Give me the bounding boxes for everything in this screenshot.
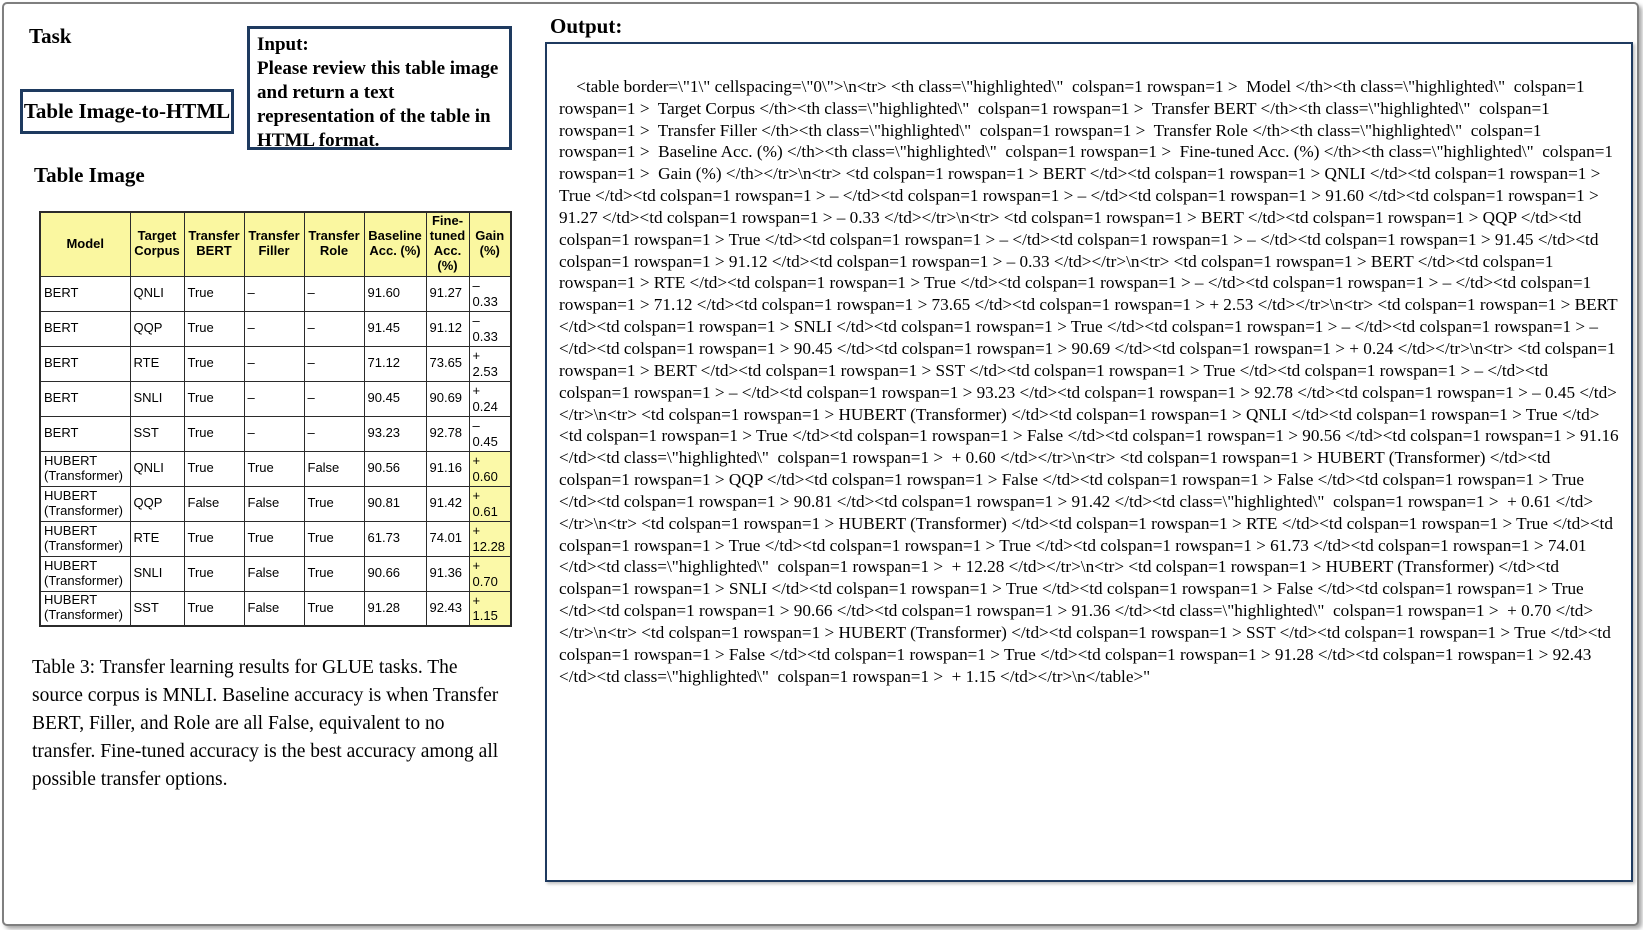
table-row (40, 346, 511, 381)
figure-frame (2, 2, 1639, 926)
table-cell-filler: – (244, 381, 304, 416)
gain-line: 0.45 (472, 433, 498, 449)
table-cell-baseline: 90.56 (364, 451, 426, 486)
table-header (40, 212, 511, 276)
table-cell-role: False (304, 451, 364, 486)
table-cell-model: HUBERT (Transformer) (40, 486, 130, 521)
table-cell-model: BERT (40, 311, 130, 346)
column-header: Target Corpus (130, 212, 184, 276)
table-cell-baseline: 91.45 (364, 311, 426, 346)
table-cell-gain (469, 416, 511, 451)
table-row (40, 416, 511, 451)
table-cell-bert: True (184, 276, 244, 311)
table-cell-bert: True (184, 311, 244, 346)
table-image (39, 211, 512, 627)
gain-line: 0.33 (472, 293, 498, 309)
table-cell-finetuned: 91.36 (426, 556, 469, 591)
column-header: Baseline Acc. (%) (364, 212, 426, 276)
table-cell-role: True (304, 521, 364, 556)
table-cell-finetuned: 92.43 (426, 591, 469, 626)
gain-line: 12.28 (472, 538, 506, 554)
table-image-label: Table Image (34, 163, 145, 187)
table-row (40, 276, 511, 311)
table-cell-filler: False (244, 556, 304, 591)
table-cell-bert: True (184, 381, 244, 416)
table-body (40, 276, 511, 626)
column-header: Transfer BERT (184, 212, 244, 276)
table-cell-baseline: 91.28 (364, 591, 426, 626)
gain-line: + (472, 592, 481, 608)
table-cell-gain (469, 556, 511, 591)
table-caption: Table 3: Transfer learning results for GLUE tasks. The source corpus is MNLI. Baseline accuracy is when Transfer BERT, Filler, and Role are all False, equivalent to no transfer. Fine-tuned accuracy is the best accuracy among all possible transfer options. (32, 657, 499, 790)
table-cell-corpus: QQP (130, 486, 184, 521)
gain-line: 0.60 (472, 468, 498, 484)
table-cell-finetuned: 91.42 (426, 486, 469, 521)
table-cell-corpus: SST (130, 416, 184, 451)
output-label: Output: (550, 14, 623, 38)
table-cell-role: – (304, 311, 364, 346)
gain-line: 0.70 (472, 573, 498, 589)
column-header: Fine-tuned Acc. (%) (426, 212, 469, 276)
table-cell-finetuned: 74.01 (426, 521, 469, 556)
table-cell-model: HUBERT (Transformer) (40, 556, 130, 591)
table-cell-model: HUBERT (Transformer) (40, 451, 130, 486)
table-cell-gain (469, 486, 511, 521)
gain-line: + (472, 557, 481, 573)
table-cell-filler: – (244, 416, 304, 451)
gain-line: – (472, 417, 480, 433)
table-cell-finetuned: 90.69 (426, 381, 469, 416)
table-cell-bert: True (184, 556, 244, 591)
table-cell-corpus: RTE (130, 346, 184, 381)
gain-line: + (472, 347, 481, 363)
table-cell-role: – (304, 381, 364, 416)
table-cell-baseline: 93.23 (364, 416, 426, 451)
table-cell-filler: False (244, 591, 304, 626)
table-cell-corpus: SNLI (130, 556, 184, 591)
output-html-text: <table border=\"1\" cellspacing=\"0\">\n<tr> <th class=\"highlighted\" colspan=1 rowspan=1 > Model </th><th class=\"highlighted\" colspan=1 rowspan=1 > Target Corpus </th><th class=\"highlighted\" colspan=1 rowspan=1 > Transfer BERT </th><th class=\"highlighted\" colspan=1 rowspan=1 > Transfer Filler </th><th class=\"highlighted\" colspan=1 rowspan=1 > Transfer Role </th><th class=\"highlighted\" colspan=1 rowspan=1 > Baseline Acc. (%) </th><th class=\"highlighted\" colspan=1 rowspan=1 > Fine-tuned Acc. (%) </th><th class=\"highlighted\" colspan=1 rowspan=1 > Gain (%) </th></tr>\n<tr> <td colspan=1 rowspan=1 > BERT </td><td colspan=1 rowspan=1 > QNLI </td><td colspan=1 rowspan=1 > True </td><td colspan=1 rowspan=1 > – </td><td colspan=1 rowspan=1 > – </td><td colspan=1 rowspan=1 > 91.60 </td><td colspan=1 rowspan=1 > 91.27 </td><td colspan=1 rowspan=1 > – 0.33 </td></tr>\n<tr> <td colspan=1 rowspan=1 > BERT </td><td colspan=1 rowspan=1 > QQP </td><td colspan=1 rowspan=1 > True </td><td colspan=1 rowspan=1 > – </td><td colspan=1 rowspan=1 > – </td><td colspan=1 rowspan=1 > 91.45 </td><td colspan=1 rowspan=1 > 91.12 </td><td colspan=1 rowspan=1 > – 0.33 </td></tr>\n<tr> <td colspan=1 rowspan=1 > BERT </td><td colspan=1 rowspan=1 > RTE </td><td colspan=1 rowspan=1 > True </td><td colspan=1 rowspan=1 > – </td><td colspan=1 rowspan=1 > – </td><td colspan=1 rowspan=1 > 71.12 </td><td colspan=1 rowspan=1 > 73.65 </td><td colspan=1 rowspan=1 > + 2.53 </td></tr>\n<tr> <td colspan=1 rowspan=1 > BERT </td><td colspan=1 rowspan=1 > SNLI </td><td colspan=1 rowspan=1 > True </td><td colspan=1 rowspan=1 > – </td><td colspan=1 rowspan=1 > – </td><td colspan=1 rowspan=1 > 90.45 </td><td colspan=1 rowspan=1 > 90.69 </td><td colspan=1 rowspan=1 > + 0.24 </td></tr>\n<tr> <td colspan=1 rowspan=1 > BERT </td><td colspan=1 rowspan=1 > SST </td><td colspan=1 rowspan=1 > True </td><td colspan=1 rowspan=1 > – </td><td colspan=1 rowspan=1 > – </td><td colspan=1 rowspan=1 > 93.23 </td><td colspan=1 rowspan=1 > 92.78 </td><td colspan=1 rowspan=1 > – 0.45 </td></tr>\n<tr> <td colspan=1 rowspan=1 > HUBERT (Transformer) </td><td colspan=1 rowspan=1 > QNLI </td><td colspan=1 rowspan=1 > True </td><td colspan=1 rowspan=1 > True </td><td colspan=1 rowspan=1 > False </td><td colspan=1 rowspan=1 > 90.56 </td><td colspan=1 rowspan=1 > 91.16 </td><td class=\"highlighted\" colspan=1 rowspan=1 > + 0.60 </td></tr>\n<tr> <td colspan=1 rowspan=1 > HUBERT (Transformer) </td><td colspan=1 rowspan=1 > QQP </td><td colspan=1 rowspan=1 > False </td><td colspan=1 rowspan=1 > False </td><td colspan=1 rowspan=1 > True </td><td colspan=1 rowspan=1 > 90.81 </td><td colspan=1 rowspan=1 > 91.42 </td><td class=\"highlighted\" colspan=1 rowspan=1 > + 0.61 </td></tr>\n<tr> <td colspan=1 rowspan=1 > HUBERT (Transformer) </td><td colspan=1 rowspan=1 > RTE </td><td colspan=1 rowspan=1 > True </td><td colspan=1 rowspan=1 > True </td><td colspan=1 rowspan=1 > True </td><td colspan=1 rowspan=1 > 61.73 </td><td colspan=1 rowspan=1 > 74.01 </td><td class=\"highlighted\" colspan=1 rowspan=1 > + 12.28 </td></tr>\n<tr> <td colspan=1 rowspan=1 > HUBERT (Transformer) </td><td colspan=1 rowspan=1 > SNLI </td><td colspan=1 rowspan=1 > True </td><td colspan=1 rowspan=1 > False </td><td colspan=1 rowspan=1 > True </td><td colspan=1 rowspan=1 > 90.66 </td><td colspan=1 rowspan=1 > 91.36 </td><td class=\"highlighted\" colspan=1 rowspan=1 > + 0.70 </td></tr>\n<tr> <td colspan=1 rowspan=1 > HUBERT (Transformer) </td><td colspan=1 rowspan=1 > SST </td><td colspan=1 rowspan=1 > True </td><td colspan=1 rowspan=1 > False </td><td colspan=1 rowspan=1 > True </td><td colspan=1 rowspan=1 > 91.28 </td><td colspan=1 rowspan=1 > 92.43 </td><td class=\"highlighted\" colspan=1 rowspan=1 > + 1.15 </td></tr>\n</table>" (559, 76, 1623, 686)
header-row (40, 212, 511, 276)
task-type-box (20, 89, 234, 134)
table-row (40, 381, 511, 416)
table-cell-model: BERT (40, 276, 130, 311)
results-table (39, 211, 512, 627)
table-cell-model: HUBERT (Transformer) (40, 521, 130, 556)
table-cell-baseline: 61.73 (364, 521, 426, 556)
table-cell-baseline: 90.45 (364, 381, 426, 416)
input-title: Input: (257, 34, 309, 55)
table-cell-gain (469, 276, 511, 311)
table-cell-gain (469, 381, 511, 416)
table-cell-corpus: SST (130, 591, 184, 626)
gain-line: 2.53 (472, 363, 498, 379)
table-row (40, 486, 511, 521)
table-cell-bert: True (184, 521, 244, 556)
table-cell-bert: True (184, 451, 244, 486)
task-type-label: Table Image-to-HTML (23, 99, 231, 123)
gain-line: + (472, 382, 481, 398)
table-cell-baseline: 90.66 (364, 556, 426, 591)
table-cell-baseline: 91.60 (364, 276, 426, 311)
input-box (247, 26, 512, 150)
table-cell-baseline: 90.81 (364, 486, 426, 521)
column-header: Gain (%) (469, 212, 511, 276)
gain-line: 0.61 (472, 503, 498, 519)
table-cell-corpus: RTE (130, 521, 184, 556)
gain-line: + (472, 452, 481, 468)
table-row (40, 451, 511, 486)
table-cell-gain (469, 311, 511, 346)
table-cell-bert: False (184, 486, 244, 521)
table-cell-finetuned: 92.78 (426, 416, 469, 451)
table-cell-finetuned: 91.16 (426, 451, 469, 486)
table-cell-filler: True (244, 451, 304, 486)
table-cell-corpus: QQP (130, 311, 184, 346)
table-cell-finetuned: 91.27 (426, 276, 469, 311)
table-cell-role: True (304, 486, 364, 521)
table-cell-role: – (304, 276, 364, 311)
output-box (545, 42, 1633, 882)
table-cell-gain (469, 346, 511, 381)
table-cell-role: – (304, 416, 364, 451)
gain-line: + (472, 487, 481, 503)
table-cell-role: True (304, 556, 364, 591)
table-cell-role: – (304, 346, 364, 381)
input-body: Please review this table image and return a text representation of the table in HTML format. (257, 57, 499, 151)
column-header: Transfer Role (304, 212, 364, 276)
gain-line: + (472, 522, 481, 538)
table-cell-model: BERT (40, 346, 130, 381)
table-row (40, 521, 511, 556)
table-cell-bert: True (184, 591, 244, 626)
table-cell-filler: – (244, 346, 304, 381)
table-cell-gain (469, 451, 511, 486)
table-cell-corpus: QNLI (130, 451, 184, 486)
table-cell-corpus: SNLI (130, 381, 184, 416)
task-label: Task (29, 24, 72, 48)
table-cell-model: BERT (40, 416, 130, 451)
table-row (40, 311, 511, 346)
table-row (40, 591, 511, 626)
table-cell-finetuned: 91.12 (426, 311, 469, 346)
table-cell-role: True (304, 591, 364, 626)
gain-line: – (472, 312, 480, 328)
column-header: Transfer Filler (244, 212, 304, 276)
table-cell-bert: True (184, 416, 244, 451)
table-cell-filler: False (244, 486, 304, 521)
gain-line: – (472, 277, 480, 293)
table-cell-gain (469, 591, 511, 626)
table-row (40, 556, 511, 591)
table-cell-model: HUBERT (Transformer) (40, 591, 130, 626)
table-cell-filler: – (244, 276, 304, 311)
table-cell-bert: True (184, 346, 244, 381)
gain-line: 0.33 (472, 328, 498, 344)
table-cell-filler: – (244, 311, 304, 346)
column-header: Model (40, 212, 130, 276)
table-cell-finetuned: 73.65 (426, 346, 469, 381)
table-cell-filler: True (244, 521, 304, 556)
gain-line: 1.15 (472, 608, 498, 624)
table-cell-gain (469, 521, 511, 556)
table-cell-corpus: QNLI (130, 276, 184, 311)
table-cell-model: BERT (40, 381, 130, 416)
table-cell-baseline: 71.12 (364, 346, 426, 381)
gain-line: 0.24 (472, 398, 498, 414)
